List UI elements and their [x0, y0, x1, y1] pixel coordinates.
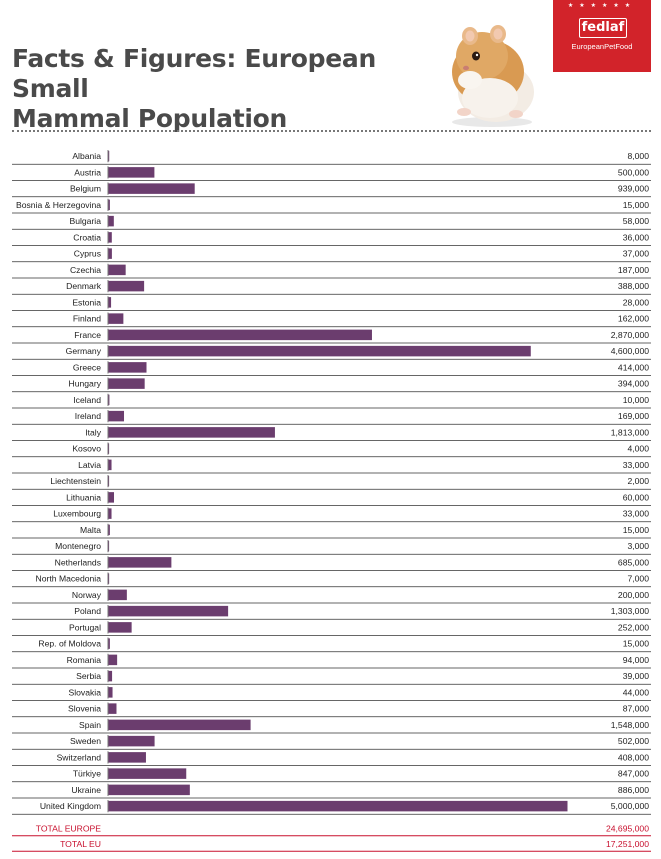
category-label: Cyprus	[73, 248, 101, 259]
bar	[109, 297, 112, 308]
bar	[109, 200, 110, 211]
bar	[109, 476, 110, 487]
value-label: 200,000	[617, 589, 649, 600]
category-label: Norway	[71, 589, 101, 600]
bar	[109, 281, 145, 292]
bar	[109, 573, 110, 584]
value-label: 2,870,000	[610, 329, 649, 340]
value-label: 502,000	[617, 736, 649, 747]
value-label: 58,000	[622, 216, 649, 227]
category-label: Albania	[72, 151, 101, 162]
value-label: 44,000	[622, 687, 649, 698]
bar	[109, 622, 132, 633]
logo-subtitle: EuropeanPetFood	[571, 42, 633, 51]
value-label: 500,000	[617, 167, 649, 178]
category-label: Kosovo	[72, 443, 101, 454]
bar	[109, 590, 127, 601]
value-label: 60,000	[622, 492, 649, 503]
value-label: 1,303,000	[610, 606, 649, 617]
category-label: Luxembourg	[53, 508, 101, 519]
category-label: Montenegro	[55, 541, 101, 552]
category-label: Liechtenstein	[50, 476, 101, 487]
value-label: 2,000	[627, 476, 649, 487]
bar	[109, 703, 117, 714]
bar	[109, 687, 113, 698]
bar	[109, 362, 147, 373]
bar	[109, 183, 195, 194]
value-label: 15,000	[622, 638, 649, 649]
value-label: 886,000	[617, 784, 649, 795]
category-label: United Kingdom	[39, 801, 101, 812]
category-label: Poland	[74, 606, 101, 617]
bar	[109, 492, 115, 503]
category-label: Czechia	[69, 264, 101, 275]
value-label: 394,000	[617, 378, 649, 389]
bar	[109, 557, 172, 568]
title-line-1: Facts & Figures: European Small	[12, 44, 376, 103]
value-label: 847,000	[617, 768, 649, 779]
category-label: Iceland	[73, 394, 101, 405]
bar	[109, 232, 112, 243]
category-label: Austria	[74, 167, 101, 178]
category-label: Croatia	[73, 232, 101, 243]
bar	[109, 151, 110, 162]
bar	[109, 443, 110, 454]
bar	[109, 265, 126, 276]
total-label: TOTAL EUROPE	[35, 823, 101, 834]
bar	[109, 427, 275, 438]
bar	[109, 720, 251, 731]
bar	[109, 768, 187, 779]
bar	[109, 248, 112, 259]
bar	[109, 785, 190, 796]
category-label: Denmark	[66, 281, 101, 292]
title-line-2: Mammal Population	[12, 104, 288, 133]
category-label: Bulgaria	[69, 216, 101, 227]
value-label: 414,000	[617, 362, 649, 373]
category-label: Malta	[79, 524, 101, 535]
value-label: 36,000	[622, 232, 649, 243]
bar	[109, 638, 110, 649]
value-label: 15,000	[622, 524, 649, 535]
category-label: France	[74, 329, 101, 340]
total-value: 17,251,000	[605, 838, 649, 849]
bar	[109, 395, 110, 406]
bar	[109, 752, 146, 763]
category-label: Ukraine	[71, 784, 101, 795]
bar	[109, 525, 110, 536]
bar	[109, 216, 114, 227]
value-label: 87,000	[622, 703, 649, 714]
category-label: Italy	[85, 427, 101, 438]
value-label: 39,000	[622, 671, 649, 682]
category-label: Rep. of Moldova	[38, 638, 101, 649]
bar	[109, 541, 110, 552]
category-label: Finland	[72, 313, 101, 324]
category-label: Serbia	[76, 671, 101, 682]
category-label: Belgium	[69, 183, 101, 194]
bar	[109, 606, 229, 617]
value-label: 37,000	[622, 248, 649, 259]
value-label: 162,000	[617, 313, 649, 324]
category-label: Spain	[79, 719, 101, 730]
value-label: 28,000	[622, 297, 649, 308]
value-label: 187,000	[617, 264, 649, 275]
value-label: 939,000	[617, 183, 649, 194]
value-label: 15,000	[622, 199, 649, 210]
category-label: Germany	[65, 346, 101, 357]
bar	[109, 736, 155, 747]
value-label: 388,000	[617, 281, 649, 292]
bar	[109, 167, 155, 178]
bar	[109, 801, 568, 812]
value-label: 4,600,000	[610, 346, 649, 357]
category-label: Lithuania	[66, 492, 101, 503]
category-label: Estonia	[72, 297, 101, 308]
value-label: 685,000	[617, 557, 649, 568]
category-label: Greece	[72, 362, 101, 373]
bar	[109, 508, 112, 519]
bar	[109, 671, 113, 682]
category-label: Slovenia	[68, 703, 101, 714]
value-label: 94,000	[622, 654, 649, 665]
logo-name: fedlaf	[579, 18, 627, 38]
total-value: 24,695,000	[605, 823, 649, 834]
bar	[109, 378, 145, 389]
category-label: Hungary	[68, 378, 101, 389]
category-label: Ireland	[74, 411, 101, 422]
bar	[109, 313, 124, 324]
value-label: 5,000,000	[610, 801, 649, 812]
category-label: Sweden	[69, 736, 101, 747]
stars-icon: ★★★★★★	[567, 3, 637, 9]
bar	[109, 460, 112, 471]
value-label: 10,000	[622, 394, 649, 405]
value-label: 33,000	[622, 508, 649, 519]
value-label: 408,000	[617, 752, 649, 763]
category-label: Bosnia & Herzegovina	[15, 199, 101, 210]
value-label: 8,000	[627, 151, 649, 162]
category-label: North Macedonia	[35, 573, 101, 584]
value-label: 169,000	[617, 411, 649, 422]
category-label: Portugal	[68, 622, 101, 633]
bar	[109, 330, 372, 341]
value-label: 3,000	[627, 541, 649, 552]
category-label: Türkiye	[72, 768, 101, 779]
bar	[109, 346, 531, 357]
value-label: 252,000	[617, 622, 649, 633]
value-label: 4,000	[627, 443, 649, 454]
category-label: Slovakia	[68, 687, 101, 698]
bar	[109, 655, 118, 666]
category-label: Netherlands	[54, 557, 101, 568]
category-label: Romania	[66, 654, 101, 665]
total-label: TOTAL EU	[60, 838, 101, 849]
value-label: 1,813,000	[610, 427, 649, 438]
category-label: Latvia	[78, 459, 101, 470]
value-label: 7,000	[627, 573, 649, 584]
value-label: 33,000	[622, 459, 649, 470]
value-label: 1,548,000	[610, 719, 649, 730]
category-label: Switzerland	[56, 752, 101, 763]
bar	[109, 411, 125, 422]
